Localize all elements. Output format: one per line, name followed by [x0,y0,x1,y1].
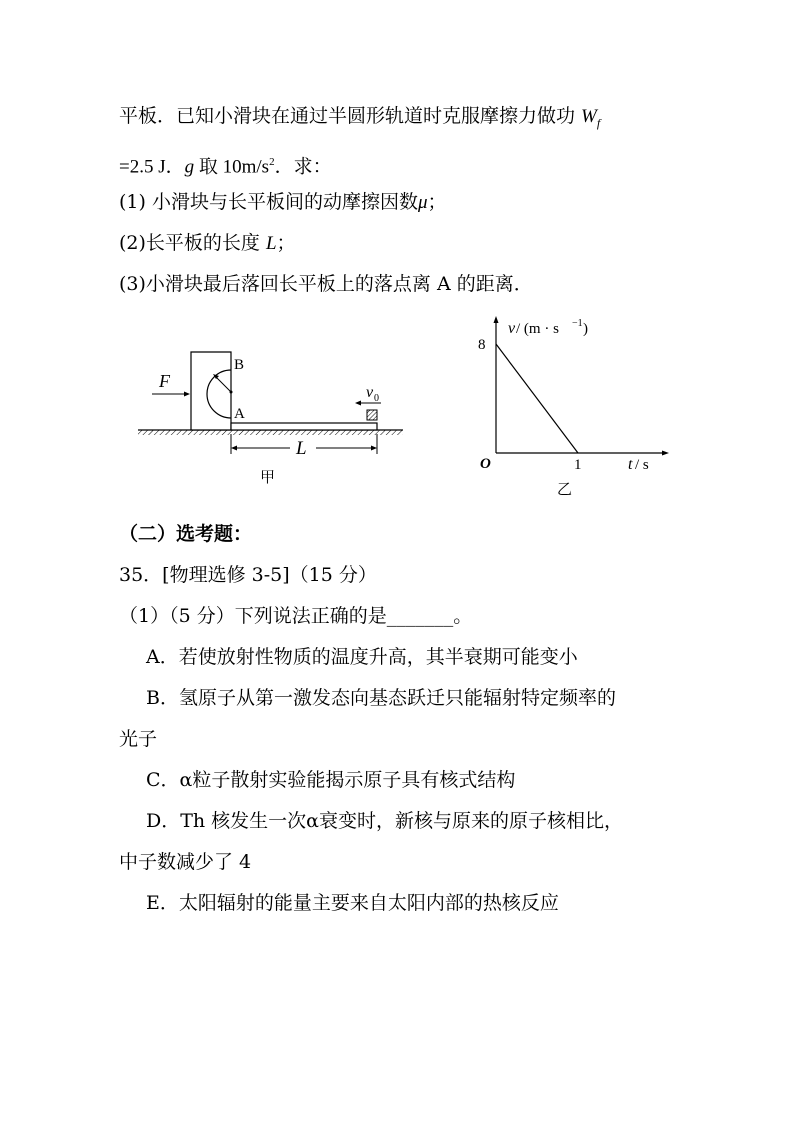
gravity-exponent: 2 [269,156,275,168]
question-2-text: (2)长平板的长度 [119,232,266,254]
small-slider [367,410,377,420]
q35-sub1-text: （1）（5 分）下列说法正确的是 [119,605,387,627]
problem-ask: ．求： [274,156,332,178]
question-2 [119,231,296,256]
label-A: A [234,406,245,422]
q35-sub1-end: 。 [453,605,473,627]
center-dot [230,391,233,394]
force-arrowhead [184,392,190,397]
label-B: B [234,357,245,373]
x-axis-var: t [628,456,633,473]
question-1 [119,190,447,215]
origin-label: O [480,456,491,472]
ground-hatch [138,430,403,435]
answer-blank: _______ [386,605,454,627]
label-L: L [296,438,307,459]
label-F: F [159,371,170,391]
caption-yi: 乙 [557,482,573,498]
long-plate [231,423,377,430]
problem-line-1 [119,104,600,135]
q35-title: 35．[物理选修 3-5]（15 分） [119,564,377,586]
x-tick-label: 1 [574,457,582,473]
y-axis-unit-sup: −1 [572,318,583,329]
question-1-end: ； [427,191,447,213]
problem-line-2 [119,150,332,179]
q35-sub1 [119,604,472,628]
question-1-text: (1) 小滑块与长平板间的动摩擦因数 [119,191,418,213]
figure-jia [130,340,420,490]
question-3: (3)小滑块最后落回长平板上的落点离 A 的距离． [119,273,533,295]
track-block [191,352,231,430]
question-2-end: ； [276,232,296,254]
option-d-line-1: D．Th 核发生一次α衰变时，新核与原来的原子核相比， [146,810,624,832]
section-heading: （二）选考题： [119,523,253,545]
option-b-line-1: B．氢原子从第一激发态向基态跃迁只能辐射特定频率的 [146,687,616,709]
work-subscript: f [596,115,601,130]
y-axis-unit-close: ) [583,321,588,337]
problem-text-1: 平板．已知小滑块在通过半圆形轨道时克服摩擦力做功 [119,105,582,127]
option-a: A．若使放射性物质的温度升高，其半衰期可能变小 [146,646,578,668]
x-axis-unit: / s [635,457,649,473]
label-v: v [366,384,374,401]
dimension-arrowhead-left [231,446,237,451]
work-value: =2.5 J． [119,156,185,178]
y-axis-arrowhead [494,316,499,323]
y-tick-label: 8 [478,337,486,353]
y-axis-var: v [508,320,516,337]
y-axis-unit: / (m · s [516,321,559,337]
option-b-line-2: 光子 [119,728,158,750]
dimension-arrowhead-right [371,446,377,451]
option-c: C．α粒子散射实验能揭示原子具有核式结构 [146,769,516,791]
figure-yi [470,310,700,500]
option-e: E．太阳辐射的能量主要来自太阳内部的热核反应 [146,892,559,914]
option-d-line-2: 中子数减少了 4 [119,851,252,873]
gravity-value: 取 10m/s [194,156,270,178]
label-v-sub: 0 [374,393,379,404]
mu-symbol: μ [417,192,428,213]
gravity-symbol: g [184,156,195,178]
work-symbol: W [581,106,597,127]
caption-jia: 甲 [260,470,276,486]
x-axis-arrowhead [662,451,669,456]
v0-arrowhead [355,401,361,406]
velocity-line [496,344,578,453]
length-symbol: L [265,233,277,254]
